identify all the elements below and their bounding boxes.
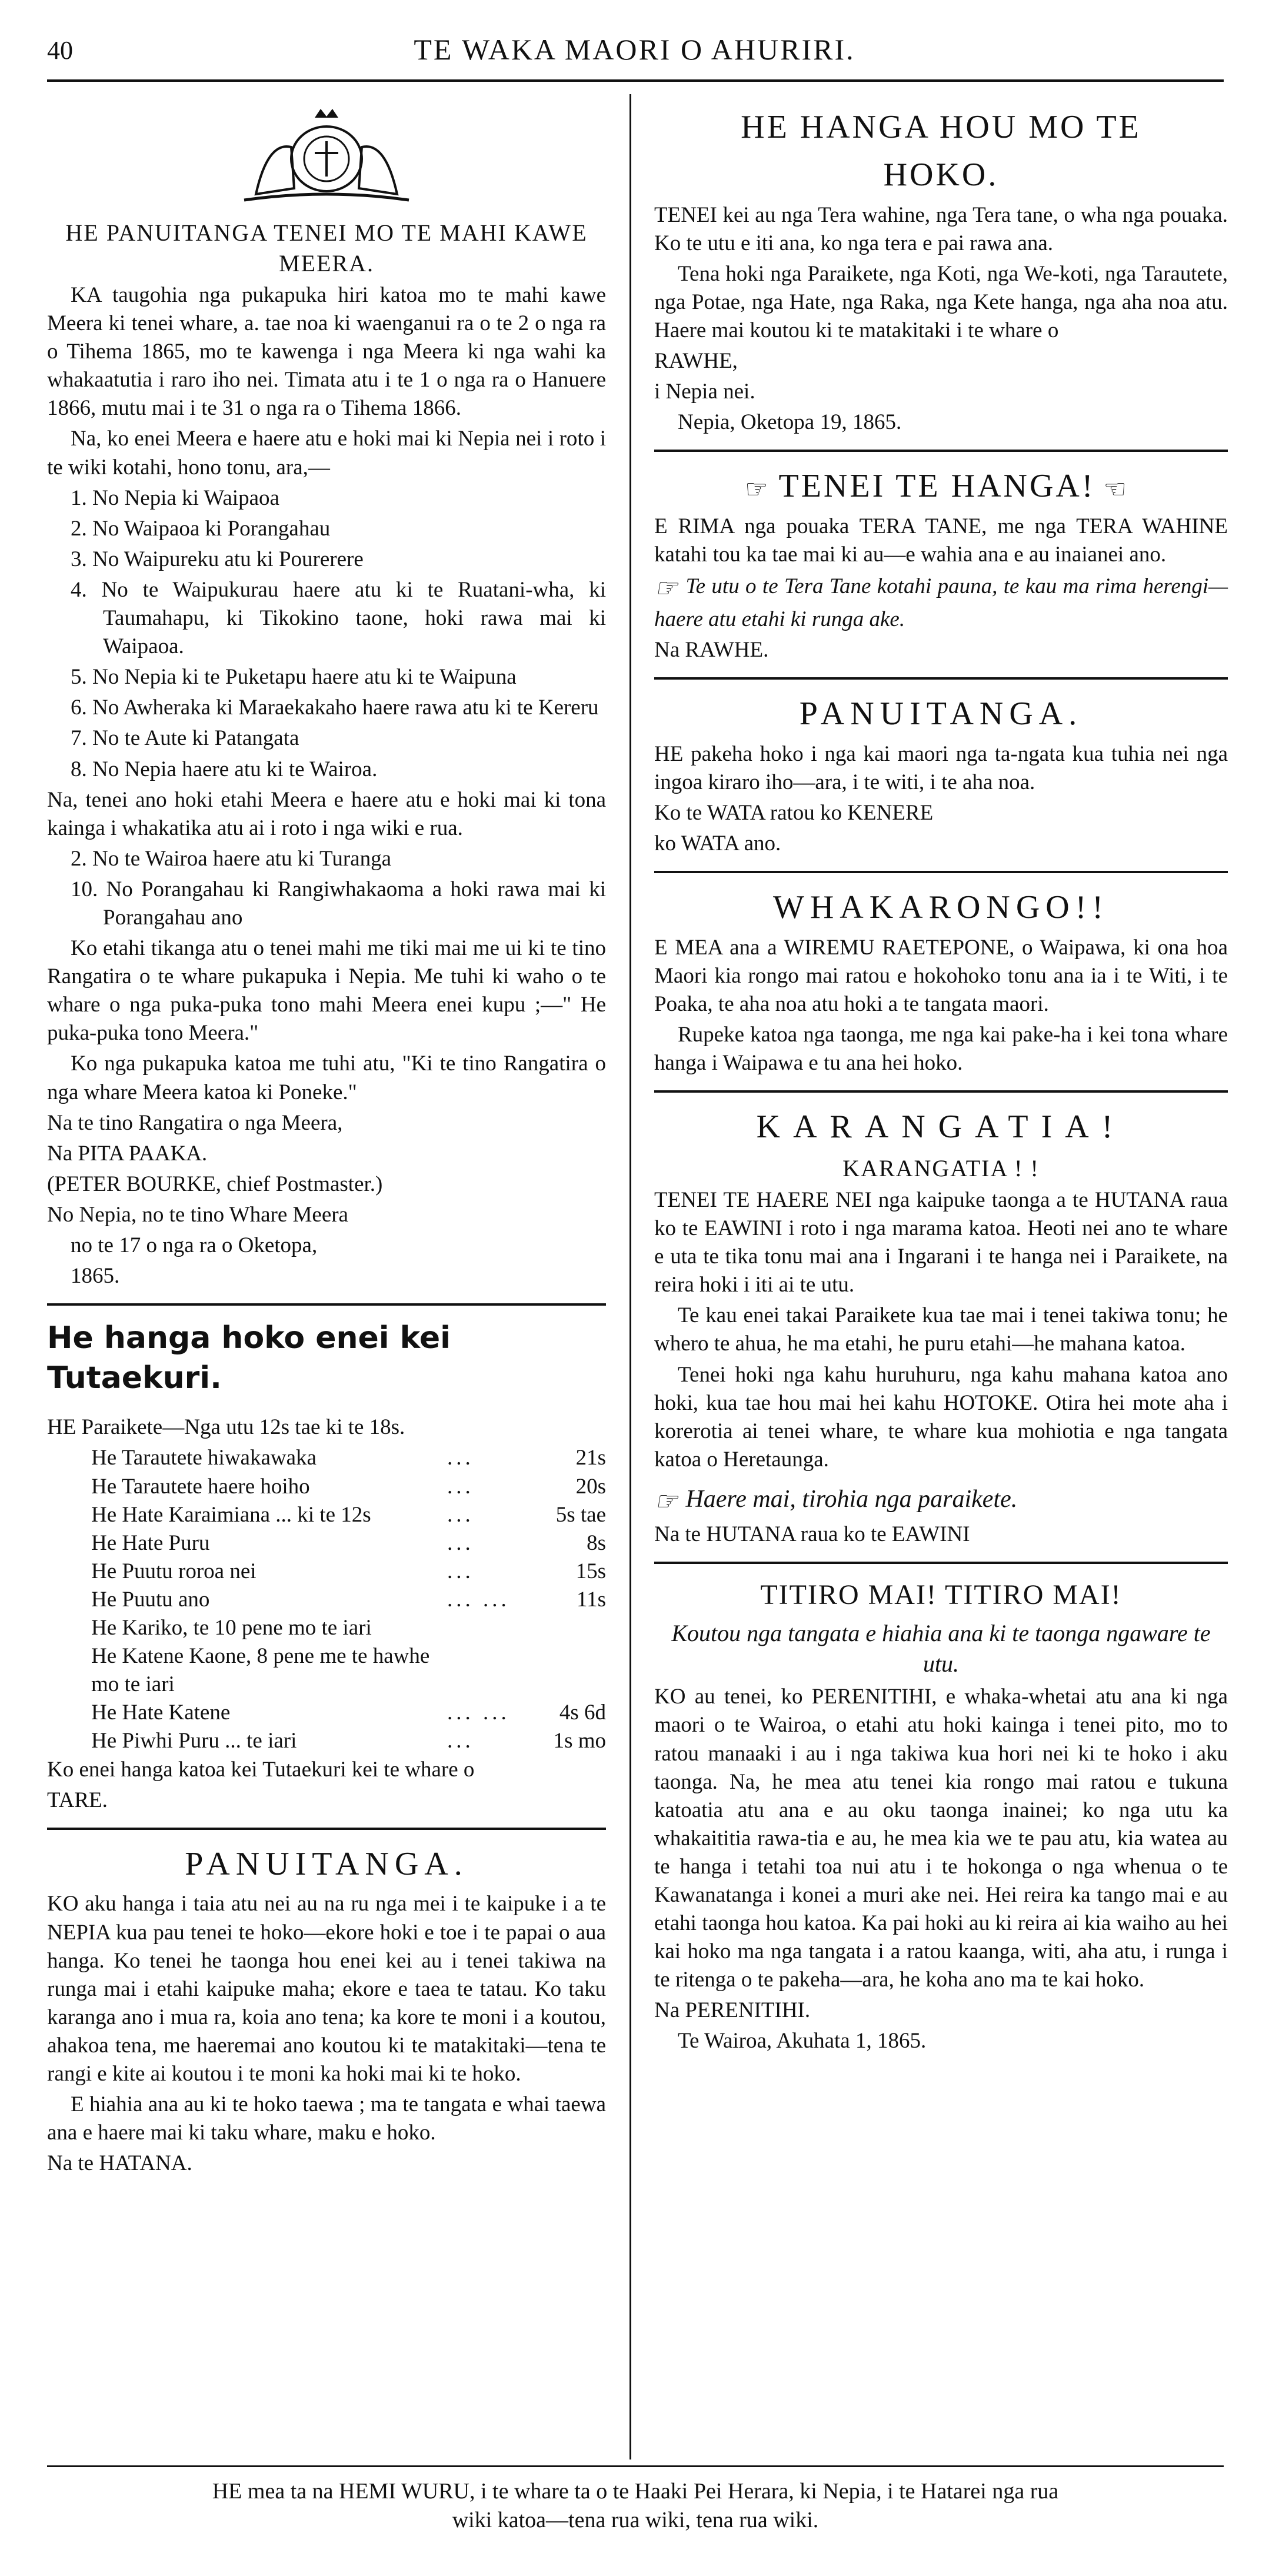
kenere-title: PANUITANGA. <box>799 695 1083 732</box>
item-dots: ... <box>447 1559 474 1583</box>
item-name: He Katene Kaone, 8 pene me te hawhe mo te iari <box>91 1644 430 1697</box>
whakarongo-title: WHAKARONGO!! <box>772 888 1110 926</box>
post-office-sig1: Na te tino Rangatira o nga Meera, <box>47 1110 343 1135</box>
hoko-hou-body1: TENEI kei au nga Tera wahine, nga Tera tane, o wha nga pouaka. Ko te utu e iti ana, ko nga tera e pai rawa ana. <box>654 202 1228 255</box>
karangatia-notice <box>654 1106 1228 1549</box>
item-name: He Tarautete haere hoiho <box>91 1474 310 1499</box>
price-row <box>47 1473 606 1501</box>
item-price: 8s <box>587 1530 606 1555</box>
karangatia-title: KARANGATIA! <box>756 1109 1126 1146</box>
item-dots: ... <box>447 1446 474 1470</box>
hatana-title: PANUITANGA. <box>185 1845 468 1882</box>
item-name: He Piwhi Puru ... te iari <box>91 1729 297 1753</box>
price-row <box>47 1642 606 1699</box>
footer-line2: wiki katoa—tena rua wiki, tena rua wiki. <box>452 2508 819 2533</box>
post-office-body2: Ko nga pukapuka katoa me tuhi atu, "Ki te tino Rangatira o nga whare Meera katoa ki Poneke." <box>47 1051 606 1104</box>
price-row <box>47 1727 606 1755</box>
whakarongo-body1: E MEA ana a WIREMU RAETEPONE, o Waipawa, ki ona hoa Maori kia rongo mai ratou e hokohoko tonu ana ia i te Witi, i te Poaka, te aha noa atu hoki a te tangata maori. <box>654 935 1228 1016</box>
column-divider <box>629 94 631 2459</box>
item-name: He Puutu roroa nei <box>91 1559 257 1583</box>
section-divider <box>654 1562 1228 1564</box>
item-price <box>535 1614 606 1642</box>
hoko-hou-body2: Tena hoki nga Paraikete, nga Koti, nga We-koti, nga Tarautete, nga Potae, nga Hate, nga Raka, nga Kete hanga, nga aha noa atu. Haere mai koutou ki te matakitaki i te whare o <box>654 261 1228 342</box>
route-item: 5. No Nepia ki te Puketapu haere atu ki te Waipuna <box>71 665 517 690</box>
karangatia-body1: TENEI TE HAERE NEI nga kaipuke taonga a te HUTANA raua ko te EAWINI i roto i nga marama katoa. Heoti nei ano te whare e uta te tika tonu mai ana i Ingarani i te hanga nei i Paraikete, na reira hoki i iti ai te utu. <box>654 1187 1228 1297</box>
item-price: 1s mo <box>553 1729 606 1753</box>
route-item: 4. No te Waipukurau haere atu ki te Ruatani-wha, ki Taumahapu, ki Tikokino taone, hoki rawa mai ki Waipaoa. <box>71 577 606 659</box>
post-office-sig3: (PETER BOURKE, chief Postmaster.) <box>47 1171 383 1196</box>
karangatia-subtitle: KARANGATIA ! ! <box>842 1154 1040 1182</box>
kenere-sig1: Ko te WATA ratou ko KENERE <box>654 800 934 825</box>
tutaekuri-title: He hanga hoko enei kei Tutaekuri. <box>47 1320 451 1396</box>
royal-crest-icon <box>221 106 432 206</box>
titiro-place: Te Wairoa, Akuhata 1, 1865. <box>678 2029 927 2054</box>
kenere-body: HE pakeha hoko i nga kai maori nga ta-ngata kua tuhia nei nga ingoa kiraro iho—ara, i te witi, i te aha noa. <box>654 741 1228 794</box>
hatana-notice <box>47 1843 606 2178</box>
hatana-signature: Na te HATANA. <box>47 2151 192 2176</box>
titiro-body: KO au tenei, ko PERENITIHI, e whaka-whetai atu ana ki nga maori o te Wairoa, o etahi atu hoki kainga i tenei pito, mo to ratou manaaki i au i nga takiwa kua hori nei ki te hoko i aku taonga. Na, he mea atu tenei kia rongo mai ratou e tukuna katoatia atu ana e au oku taonga inainei; ko nga utu ka whakaititia rawa-tia e au, he mea kia we te pau atu, kia watea au te hanga i tetahi toa nui atu i te hokonga o nga whenua o te Kawanatanga i konei a muri ake nei. Hei reira ka tango mai e au etahi taonga hou katoa. Ka pai hoki au ki reira ai kia waiho au hei kai hoko ma nga tangata i a ratou kaanga, witi, aha atu, i runga i te ritenga o te pakeha—ara, he koha ano ma te kai hoko. <box>654 1685 1228 1992</box>
titiro-signature: Na PERENITIHI. <box>654 1998 811 2023</box>
post-office-routes2-intro: Na, tenei ano hoki etahi Meera e haere atu e hoki mai ki tona kainga i whakatika atu ai i roto i nga wiki e rua. <box>47 787 606 840</box>
hoko-hou-place: i Nepia nei. <box>654 380 755 404</box>
route-item: 8. No Nepia haere atu ki te Wairoa. <box>71 757 378 781</box>
tenei-hanga-notice <box>654 465 1228 664</box>
price-row <box>47 1444 606 1472</box>
header-rule <box>47 79 1224 82</box>
price-row <box>47 1586 606 1614</box>
post-office-place2: no te 17 o nga ra o Oketopa, <box>71 1233 318 1257</box>
whakarongo-body2: Rupeke katoa nga taonga, me nga kai pake-ha i kei tona whare hanga i Waipawa e tu ana hei hoko. <box>654 1022 1228 1076</box>
pointing-hand-icon: ☞ <box>745 474 771 504</box>
post-office-place3: 1865. <box>71 1264 120 1289</box>
kenere-notice <box>654 693 1228 858</box>
hatana-body1: KO aku hanga i taia atu nei au na ru nga mei i te kaipuke i a te NEPIA kua pau tenei te hoko—ekore hoki e toe i te papai o aua hanga. Ko tenei he taonga hou enei kei au i tenei takiwa na runga mai i etahi kaipuke maha; ekore e taea te tatau. Ko taku karanga ano i mua ra, koia ano tena; ka kore te moni i a koutou, ahakoa tena, me haeremai ano koutou ki te matakitaki—tena te rangi e kite ai koutou i te moni ka hoki mai ki te hoko. <box>47 1892 606 2086</box>
post-office-title: HE PANUITANGA TENEI MO TE MAHI KAWE MEERA. <box>65 219 588 277</box>
item-name: He Puutu ano <box>91 1587 210 1612</box>
post-office-place1: No Nepia, no te tino Whare Meera <box>47 1202 348 1227</box>
hatana-body2: E hiahia ana au ki te hoko taewa ; ma te tangata e whai taewa ana e haere mai ki taku whare, maku e hoko. <box>47 2092 606 2145</box>
route-item: 1. No Nepia ki Waipaoa <box>71 485 279 510</box>
tutaekuri-notice <box>47 1319 606 1815</box>
route-item: 2. No Waipaoa ki Porangahau <box>71 516 331 541</box>
tutaekuri-closing: Ko enei hanga katoa kei Tutaekuri kei te whare o <box>47 1757 475 1782</box>
item-dots: ... <box>447 1502 474 1527</box>
kenere-sig2: ko WATA ano. <box>654 831 781 856</box>
route-item: 3. No Waipureku atu ki Pourerere <box>71 547 364 571</box>
route-item: 10. No Porangahau ki Rangiwhakaoma a hoki rawa mai ki Porangahau ano <box>71 877 606 930</box>
karangatia-signature: Na te HUTANA raua ko te EAWINI <box>654 1522 970 1546</box>
titiro-title: TITIRO MAI! TITIRO MAI! <box>760 1579 1122 1610</box>
post-office-routes-intro: Na, ko enei Meera e haere atu e hoki mai ki Nepia nei i roto i te wiki kotahi, hono tonu, ara,— <box>47 427 606 480</box>
item-dots: ... ... <box>447 1700 510 1725</box>
item-price: 15s <box>575 1559 606 1583</box>
masthead: TE WAKA MAORI O AHURIRI. <box>414 33 855 66</box>
hoko-hou-notice <box>654 106 1228 437</box>
section-divider <box>654 1090 1228 1093</box>
price-row <box>47 1501 606 1529</box>
pointing-hand-icon: ☞ <box>654 574 678 603</box>
hoko-hou-date: Nepia, Oketopa 19, 1865. <box>678 410 902 435</box>
tenei-hanga-title: TENEI TE HANGA! <box>778 468 1095 505</box>
left-column <box>47 100 606 2186</box>
item-price: 4s 6d <box>559 1700 606 1725</box>
item-dots: ... <box>447 1474 474 1499</box>
item-price: 20s <box>575 1474 606 1499</box>
right-column <box>654 100 1228 2064</box>
page-number: 40 <box>47 36 73 65</box>
route-item: 6. No Awheraka ki Maraekakaho haere rawa atu ki te Kereru <box>71 695 599 720</box>
post-office-notice <box>47 106 606 1290</box>
footer-line1: HE mea ta na HEMI WURU, i te whare ta o te Haaki Pei Herara, ki Nepia, i te Hatarei nga rua <box>212 2479 1059 2504</box>
item-name: He Hate Puru <box>91 1530 210 1555</box>
tenei-hanga-italic: Te utu o te Tera Tane kotahi pauna, te kau ma rima herengi—haere atu etahi ki runga ake. <box>654 574 1228 631</box>
price-row <box>47 1557 606 1586</box>
pointing-hand-icon: ☞ <box>654 1486 678 1516</box>
footer-rule <box>47 2465 1224 2467</box>
section-divider <box>47 1828 606 1830</box>
karangatia-italic: Haere mai, tirohia nga paraikete. <box>685 1485 1018 1513</box>
item-dots: ... <box>447 1729 474 1753</box>
tenei-hanga-body: E RIMA nga pouaka TERA TANE, me nga TERA WAHINE katahi tou ka tae mai ki au—e wahia ana e au inaianei ano. <box>654 514 1228 567</box>
printer-footer <box>47 2477 1224 2535</box>
section-divider <box>654 871 1228 873</box>
item-price <box>535 1642 606 1699</box>
section-divider <box>654 677 1228 680</box>
item-name: He Kariko, te 10 pene mo te iari <box>91 1616 372 1640</box>
post-office-body1: Ko etahi tikanga atu o tenei mahi me tiki mai me ui ki te tino Rangatira o te whare pukapuka i Nepia. Me tuhi ki waho o te whare o nga puka-puka tono mahi Meera enei kupu ;—" He puka-puka tono Meera." <box>47 936 606 1046</box>
price-row <box>47 1529 606 1557</box>
route-item: 2. No te Wairoa haere atu ki Turanga <box>71 846 392 871</box>
price-row <box>47 1699 606 1727</box>
tutaekuri-signature: TARE. <box>47 1788 108 1812</box>
tenei-hanga-signature: Na RAWHE. <box>654 637 769 662</box>
post-office-intro: KA taugohia nga pukapuka hiri katoa mo te mahi kawe Meera ki tenei whare, a. tae noa ki waenganui ra o te 2 o nga ra o Tihema 1865, mo te kawenga i nga Meera ki nga wahi ka whakaatutia i raro iho nei. Timata atu i te 1 o nga ra o Hanuere 1866, mutu mai i te 31 o nga ra o Tihema 1866. <box>47 283 606 421</box>
item-dots <box>447 1614 535 1642</box>
item-dots: ... <box>447 1530 474 1555</box>
route-item: 7. No te Aute ki Patangata <box>71 726 299 751</box>
section-divider <box>654 450 1228 452</box>
item-price: 21s <box>575 1446 606 1470</box>
pointing-hand-left-icon: ☜ <box>1103 474 1129 504</box>
hoko-hou-signature: RAWHE, <box>654 349 738 374</box>
hoko-hou-title2: HOKO. <box>883 156 999 193</box>
item-price: 5s tae <box>555 1502 606 1527</box>
item-name: He Tarautete hiwakawaka <box>91 1446 317 1470</box>
item-name: He Hate Karaimiana ... ki te 12s <box>91 1502 371 1527</box>
titiro-subtitle: Koutou nga tangata e hiahia ana ki te taonga ngaware te utu. <box>671 1620 1211 1678</box>
hoko-hou-title1: HE HANGA HOU MO TE <box>741 109 1141 145</box>
price-row <box>47 1614 606 1642</box>
section-divider <box>47 1303 606 1306</box>
tutaekuri-first-line: HE Paraikete—Nga utu 12s tae ki te 18s. <box>47 1415 405 1440</box>
item-price: 11s <box>576 1587 606 1612</box>
titiro-notice <box>654 1577 1228 2056</box>
karangatia-body2: Te kau enei takai Paraikete kua tae mai i tenei takiwa tonu; he whero te ahua, he ma etahi, he puru etahi—he mahana katoa. <box>654 1303 1228 1356</box>
post-office-sig2: Na PITA PAAKA. <box>47 1141 208 1166</box>
karangatia-body3: Tenei hoki nga kahu huruhuru, nga kahu mahana katoa ano hoki, kua tae hou mai hei kahu HOTOKE. Otira hei mote aha i korerotia ai tenei whare, te whare kua mohiotia e nga tangata katoa o Heretaunga. <box>654 1362 1228 1472</box>
item-name: He Hate Katene <box>91 1700 231 1725</box>
whakarongo-notice <box>654 886 1228 1077</box>
item-dots: ... ... <box>447 1587 510 1612</box>
item-dots <box>447 1642 535 1699</box>
